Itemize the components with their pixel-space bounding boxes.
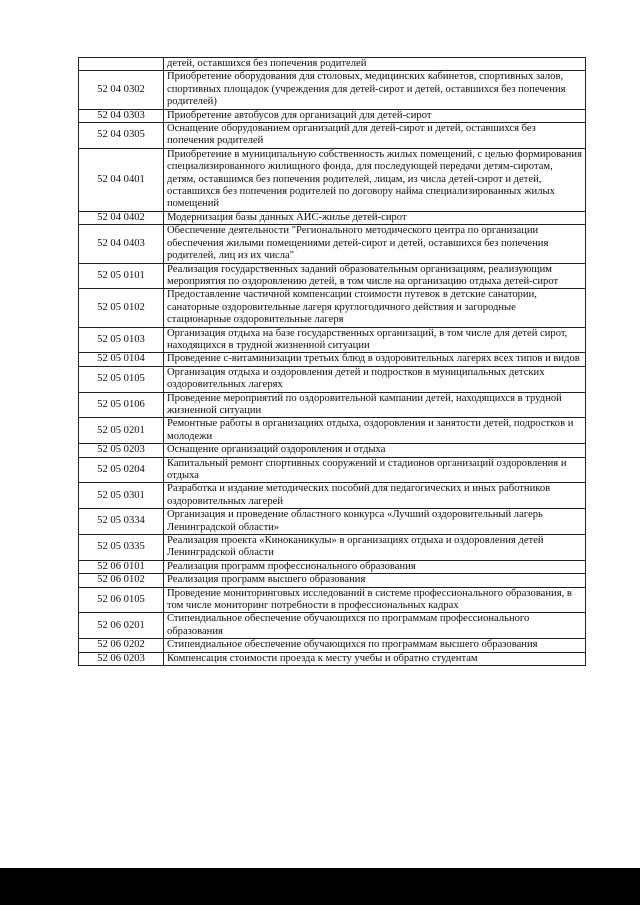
table-row [79, 327, 586, 353]
row-code: 52 06 0202 [79, 639, 164, 652]
table-row [79, 148, 586, 211]
row-description: Реализация программ профессионального образования [164, 560, 586, 573]
table-row [79, 392, 586, 418]
row-description: Компенсация стоимости проезда к месту учебы и обратно студентам [164, 652, 586, 665]
table-row [79, 535, 586, 561]
table-row [79, 123, 586, 149]
row-code [79, 58, 164, 71]
row-code: 52 05 0106 [79, 392, 164, 418]
table-row [79, 225, 586, 263]
table-body [79, 58, 586, 666]
row-description: Ремонтные работы в организациях отдыха, оздоровления и занятости детей, подростков и молодежи [164, 418, 586, 444]
row-code: 52 05 0335 [79, 535, 164, 561]
row-code: 52 04 0303 [79, 109, 164, 122]
table-row [79, 263, 586, 289]
row-code: 52 05 0301 [79, 483, 164, 509]
row-description: Проведение с-витаминизации третьих блюд в оздоровительных лагерях всех типов и видов [164, 353, 586, 366]
table-row [79, 289, 586, 327]
row-description: Оснащение оборудованием организаций для детей-сирот и детей, оставшихся без попечения родителей [164, 123, 586, 149]
table-row [79, 418, 586, 444]
table-row [79, 109, 586, 122]
row-code: 52 05 0105 [79, 366, 164, 392]
row-description: Капитальный ремонт спортивных сооружений и стадионов организаций оздоровления и отдыха [164, 457, 586, 483]
row-code: 52 05 0102 [79, 289, 164, 327]
row-description: Разработка и издание методических пособий для педагогических и иных работников оздоровительных лагерей [164, 483, 586, 509]
row-code: 52 05 0101 [79, 263, 164, 289]
row-description: Реализация программ высшего образования [164, 574, 586, 587]
table-row [79, 509, 586, 535]
row-description: Проведение мониторинговых исследований в системе профессионального образования, в том числе мониторинг потребности в профессиональных кадрах [164, 587, 586, 613]
row-description: Организация и проведение областного конкурса «Лучший оздоровительный лагерь Ленинградской области» [164, 509, 586, 535]
row-description: Стипендиальное обеспечение обучающихся по программам высшего образования [164, 639, 586, 652]
table-row [79, 639, 586, 652]
document-page [78, 57, 586, 666]
row-code: 52 04 0302 [79, 71, 164, 109]
row-description: Реализация государственных заданий образовательным организациям, реализующим мероприятия по оздоровлению детей, в том числе на организацию отдыха детей-сирот [164, 263, 586, 289]
table-row [79, 353, 586, 366]
row-code: 52 04 0403 [79, 225, 164, 263]
table-row [79, 71, 586, 109]
scan-bottom-edge [0, 868, 640, 905]
row-description: Приобретение оборудования для столовых, медицинских кабинетов, спортивных залов, спортивных площадок (учреждения для детей-сирот и детей, оставшихся без попечения родителей) [164, 71, 586, 109]
row-description: Проведение мероприятий по оздоровительной кампании детей, находящихся в трудной жизненной ситуации [164, 392, 586, 418]
table-row [79, 613, 586, 639]
table-row [79, 58, 586, 71]
row-description: Модернизация базы данных АИС-жилье детей-сирот [164, 211, 586, 224]
row-code: 52 06 0101 [79, 560, 164, 573]
table-row [79, 211, 586, 224]
table-row [79, 366, 586, 392]
row-description: Реализация проекта «Киноканикулы» в организациях отдыха и оздоровления детей Ленинградской области [164, 535, 586, 561]
row-code: 52 05 0204 [79, 457, 164, 483]
row-code: 52 06 0102 [79, 574, 164, 587]
table-row [79, 560, 586, 573]
table-row [79, 483, 586, 509]
row-description: Стипендиальное обеспечение обучающихся по программам профессионального образования [164, 613, 586, 639]
row-code: 52 06 0105 [79, 587, 164, 613]
table-row [79, 587, 586, 613]
row-code: 52 05 0334 [79, 509, 164, 535]
table-row [79, 574, 586, 587]
row-code: 52 04 0305 [79, 123, 164, 149]
row-code: 52 06 0201 [79, 613, 164, 639]
row-code: 52 05 0201 [79, 418, 164, 444]
row-description: Организация отдыха и оздоровления детей и подростков в муниципальных детских оздоровительных лагерях [164, 366, 586, 392]
row-code: 52 06 0203 [79, 652, 164, 665]
row-code: 52 04 0402 [79, 211, 164, 224]
budget-code-table [78, 57, 586, 666]
row-description: Приобретение автобусов для организаций для детей-сирот [164, 109, 586, 122]
table-row [79, 652, 586, 665]
row-code: 52 05 0103 [79, 327, 164, 353]
table-row [79, 457, 586, 483]
row-description: Обеспечение деятельности "Регионального методического центра по организации обеспечения жилыми помещениями детей-сирот и детей, оставшихся без попечения родителей, лиц из их числа" [164, 225, 586, 263]
row-description: детей, оставшихся без попечения родителей [164, 58, 586, 71]
row-description: Оснащение организаций оздоровления и отдыха [164, 444, 586, 457]
row-code: 52 05 0203 [79, 444, 164, 457]
row-description: Организация отдыха на базе государственных организаций, в том числе для детей сирот, находящихся в трудной жизненной ситуации [164, 327, 586, 353]
row-description: Приобретение в муниципальную собственность жилых помещений, с целью формирования специализированного жилищного фонда, для последующей передачи детям-сиротам, детям, оставшимся без попечения родителей, лицам, из числа детей-сирот и детей, оставшихся без попечения родителей по договору найма специализированных жилых помещений [164, 148, 586, 211]
row-code: 52 05 0104 [79, 353, 164, 366]
table-row [79, 444, 586, 457]
row-description: Предоставление частичной компенсации стоимости путевок в детские санатории, санаторные оздоровительные лагеря круглогодичного действия и загородные стационарные оздоровительные лагеря [164, 289, 586, 327]
row-code: 52 04 0401 [79, 148, 164, 211]
